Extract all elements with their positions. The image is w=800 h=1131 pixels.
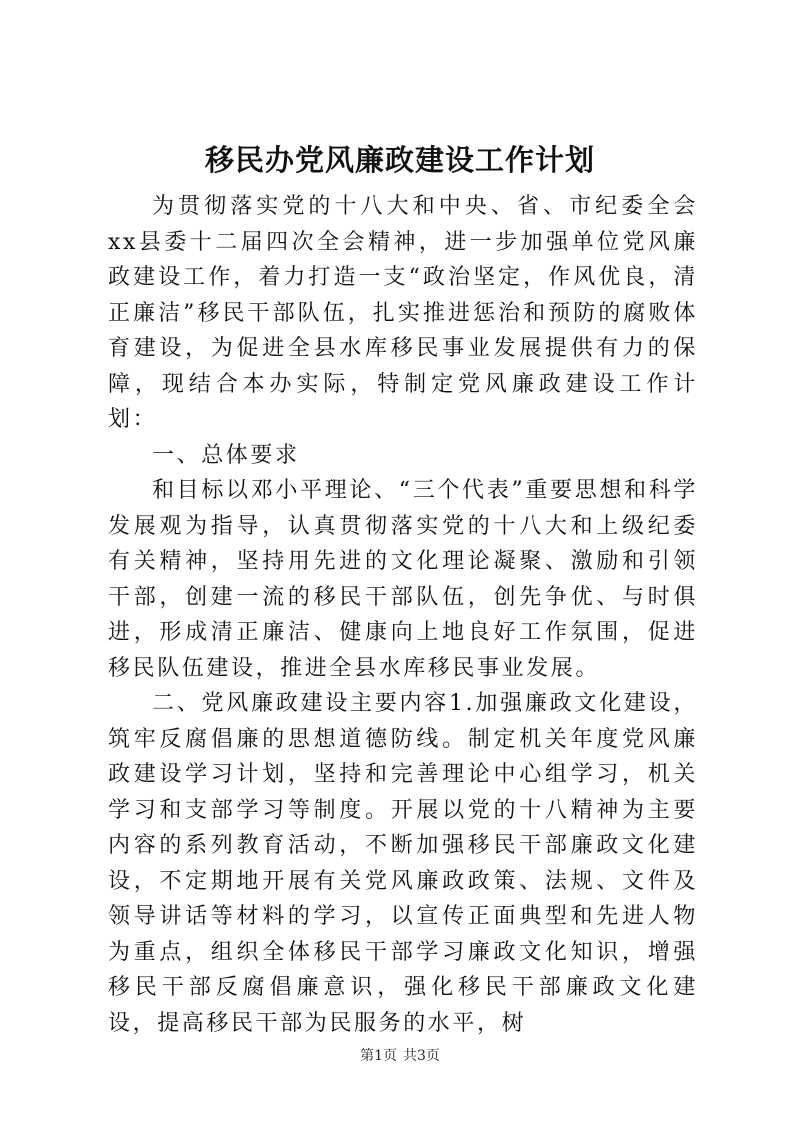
document-body — [108, 189, 698, 1041]
document-title: 移民办党风廉政建设工作计划 — [204, 143, 595, 177]
page-total: 共3页 — [403, 1048, 440, 1064]
paragraph-goals: 和目标以邓小平理论、“三个代表”重要思想和科学发展观为指导，认真贯彻落实党的十八大和上级纪委有关精神，坚持用先进的文化理论凝聚、激励和引领干部，创建一流的移民干部队伍，创先争优、与时俱进，形成清正廉洁、健康向上地良好工作氛围，促进移民队伍建设，推进全县水库移民事业发展。 — [108, 478, 698, 681]
section-heading-general-requirements: 一、总体要求 — [152, 442, 300, 468]
page-number: 第1页 — [360, 1048, 397, 1064]
page-footer — [0, 1046, 800, 1066]
paragraph-intro: 为贯彻落实党的十八大和中央、省、市纪委全会xx县委十二届四次全会精神，进一步加强单位党风廉政建设工作，着力打造一支“政治坚定，作风优良，清正廉洁”移民干部队伍，扎实推进惩治和预防的腐败体育建设，为促进全县水库移民事业发展提供有力的保障，现结合本办实际，特制定党风廉政建设工作计划： — [108, 194, 698, 432]
paragraph-main-content: 二、党风廉政建设主要内容1.加强廉政文化建设，筑牢反腐倡廉的思想道德防线。制定机关年度党风廉政建设学习计划，坚持和完善理论中心组学习，机关学习和支部学习等制度。开展以党的十八精神为主要内容的系列教育活动，不断加强移民干部廉政文化建设，不定期地开展有关党风廉政政策、法规、文件及领导讲话等材料的学习，以宣传正面典型和先进人物为重点，组织全体移民干部学习廉政文化知识，增强移民干部反腐倡廉意识，强化移民干部廉政文化建设，提高移民干部为民服务的水平，树 — [108, 691, 698, 1036]
